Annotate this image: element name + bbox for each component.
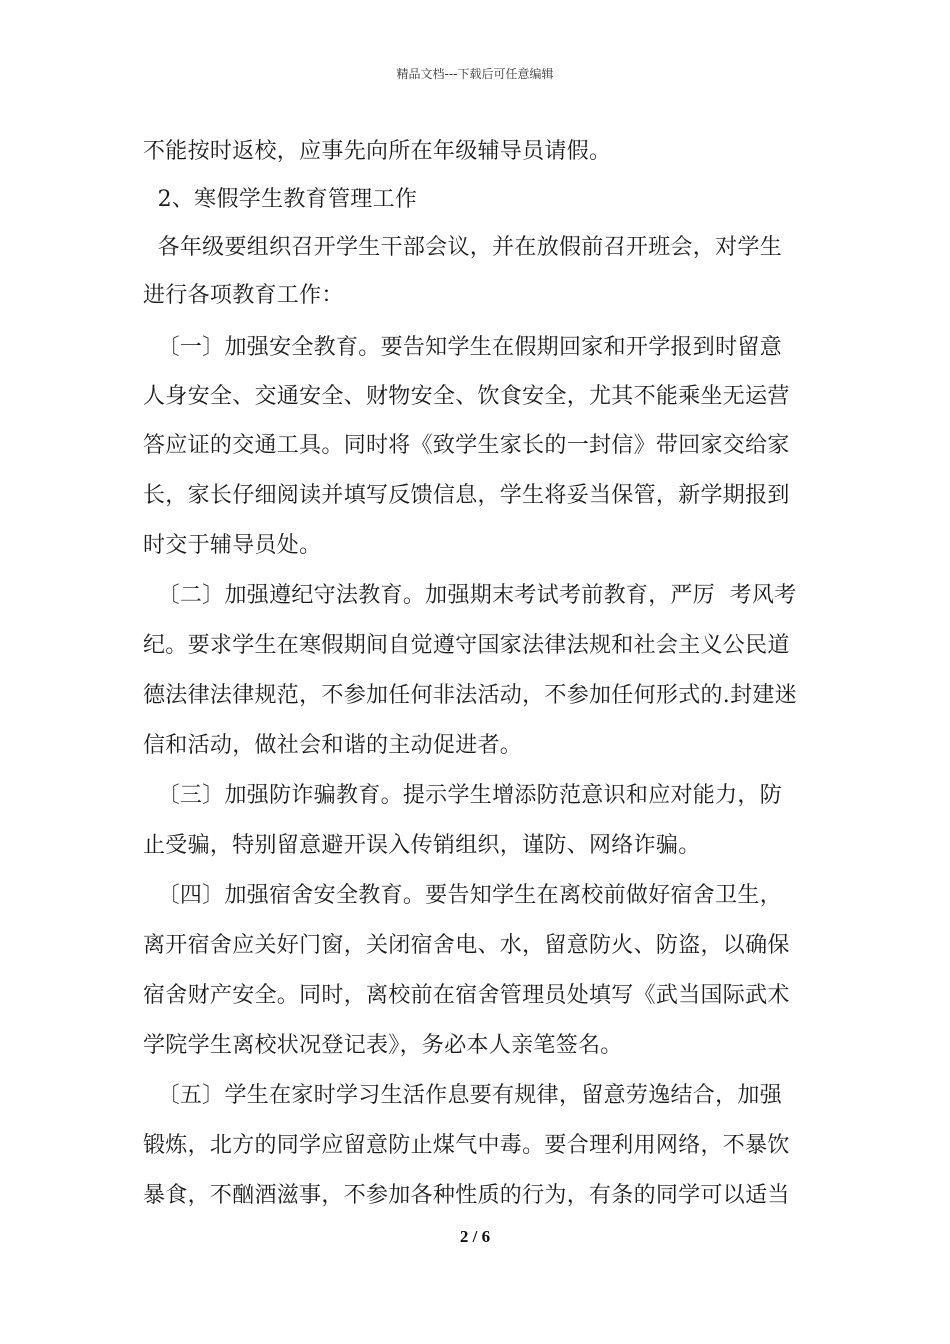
paragraph-line: 不能按时返校，应事先向所在年级辅导员请假。 [143,139,612,164]
paragraph-line: 〔二〕加强遵纪守法教育。加强期末考试考前教育，严厉 考风考 [143,583,797,608]
paragraph-line: 学院学生离校状况登记表》，务必本人亲笔签名。 [143,1033,623,1058]
paragraph-line: 纪。要求学生在寒假期间自觉遵守国家法律法规和社会主义公民道 [143,633,790,658]
paragraph-line: 〔五〕学生在家时学习生活作息要有规律，留意劳逸结合，加强 [143,1083,782,1108]
paragraph-line: 2、寒假学生教育管理工作 [143,187,418,212]
paragraph-line: 进行各项教育工作： [143,283,344,308]
paragraph-line: 德法律法律规范，不参加任何非法活动，不参加任何形式的.封建迷 [143,683,797,708]
paragraph-line: 各年级要组织召开学生干部会议，并在放假前召开班会，对学生 [143,235,782,260]
page-number: 2 / 6 [459,1227,491,1246]
paragraph-line: 答应证的交通工具。同时将《致学生家长的一封信》带回家交给家 [143,433,790,458]
paragraph-line: 暴食，不酗酒滋事，不参加各种性质的行为，有条的同学可以适当 [143,1183,790,1208]
paragraph-line: 止受骗，特别留意避开误入传销组织，谨防、网络诈骗。 [143,833,701,858]
paragraph-line: 长，家长仔细阅读并填写反馈信息，学生将妥当保管，新学期报到 [143,483,790,508]
paragraph-line: 〔一〕加强安全教育。要告知学生在假期回家和开学报到时留意 [143,335,782,360]
paragraph-line: 〔四〕加强宿舍安全教育。要告知学生在离校前做好宿舍卫生， [143,883,782,908]
paragraph-line: 人身安全、交通安全、财物安全、饮食安全，尤其不能乘坐无运营 [143,384,790,409]
page-header: 精品文档---下载后可任意编辑 [396,67,554,81]
paragraph-line: 〔三〕加强防诈骗教育。提示学生增添防范意识和应对能力，防 [143,783,782,808]
paragraph-line: 锻炼，北方的同学应留意防止煤气中毒。要合理利用网络，不暴饮 [143,1133,790,1158]
paragraph-line: 时交于辅导员处。 [143,533,322,558]
paragraph-line: 宿舍财产安全。同时，离校前在宿舍管理员处填写《武当国际武术 [143,983,790,1008]
paragraph-line: 离开宿舍应关好门窗，关闭宿舍电、水，留意防火、防盗，以确保 [143,933,790,958]
paragraph-line: 信和活动，做社会和谐的主动促进者。 [143,733,523,758]
